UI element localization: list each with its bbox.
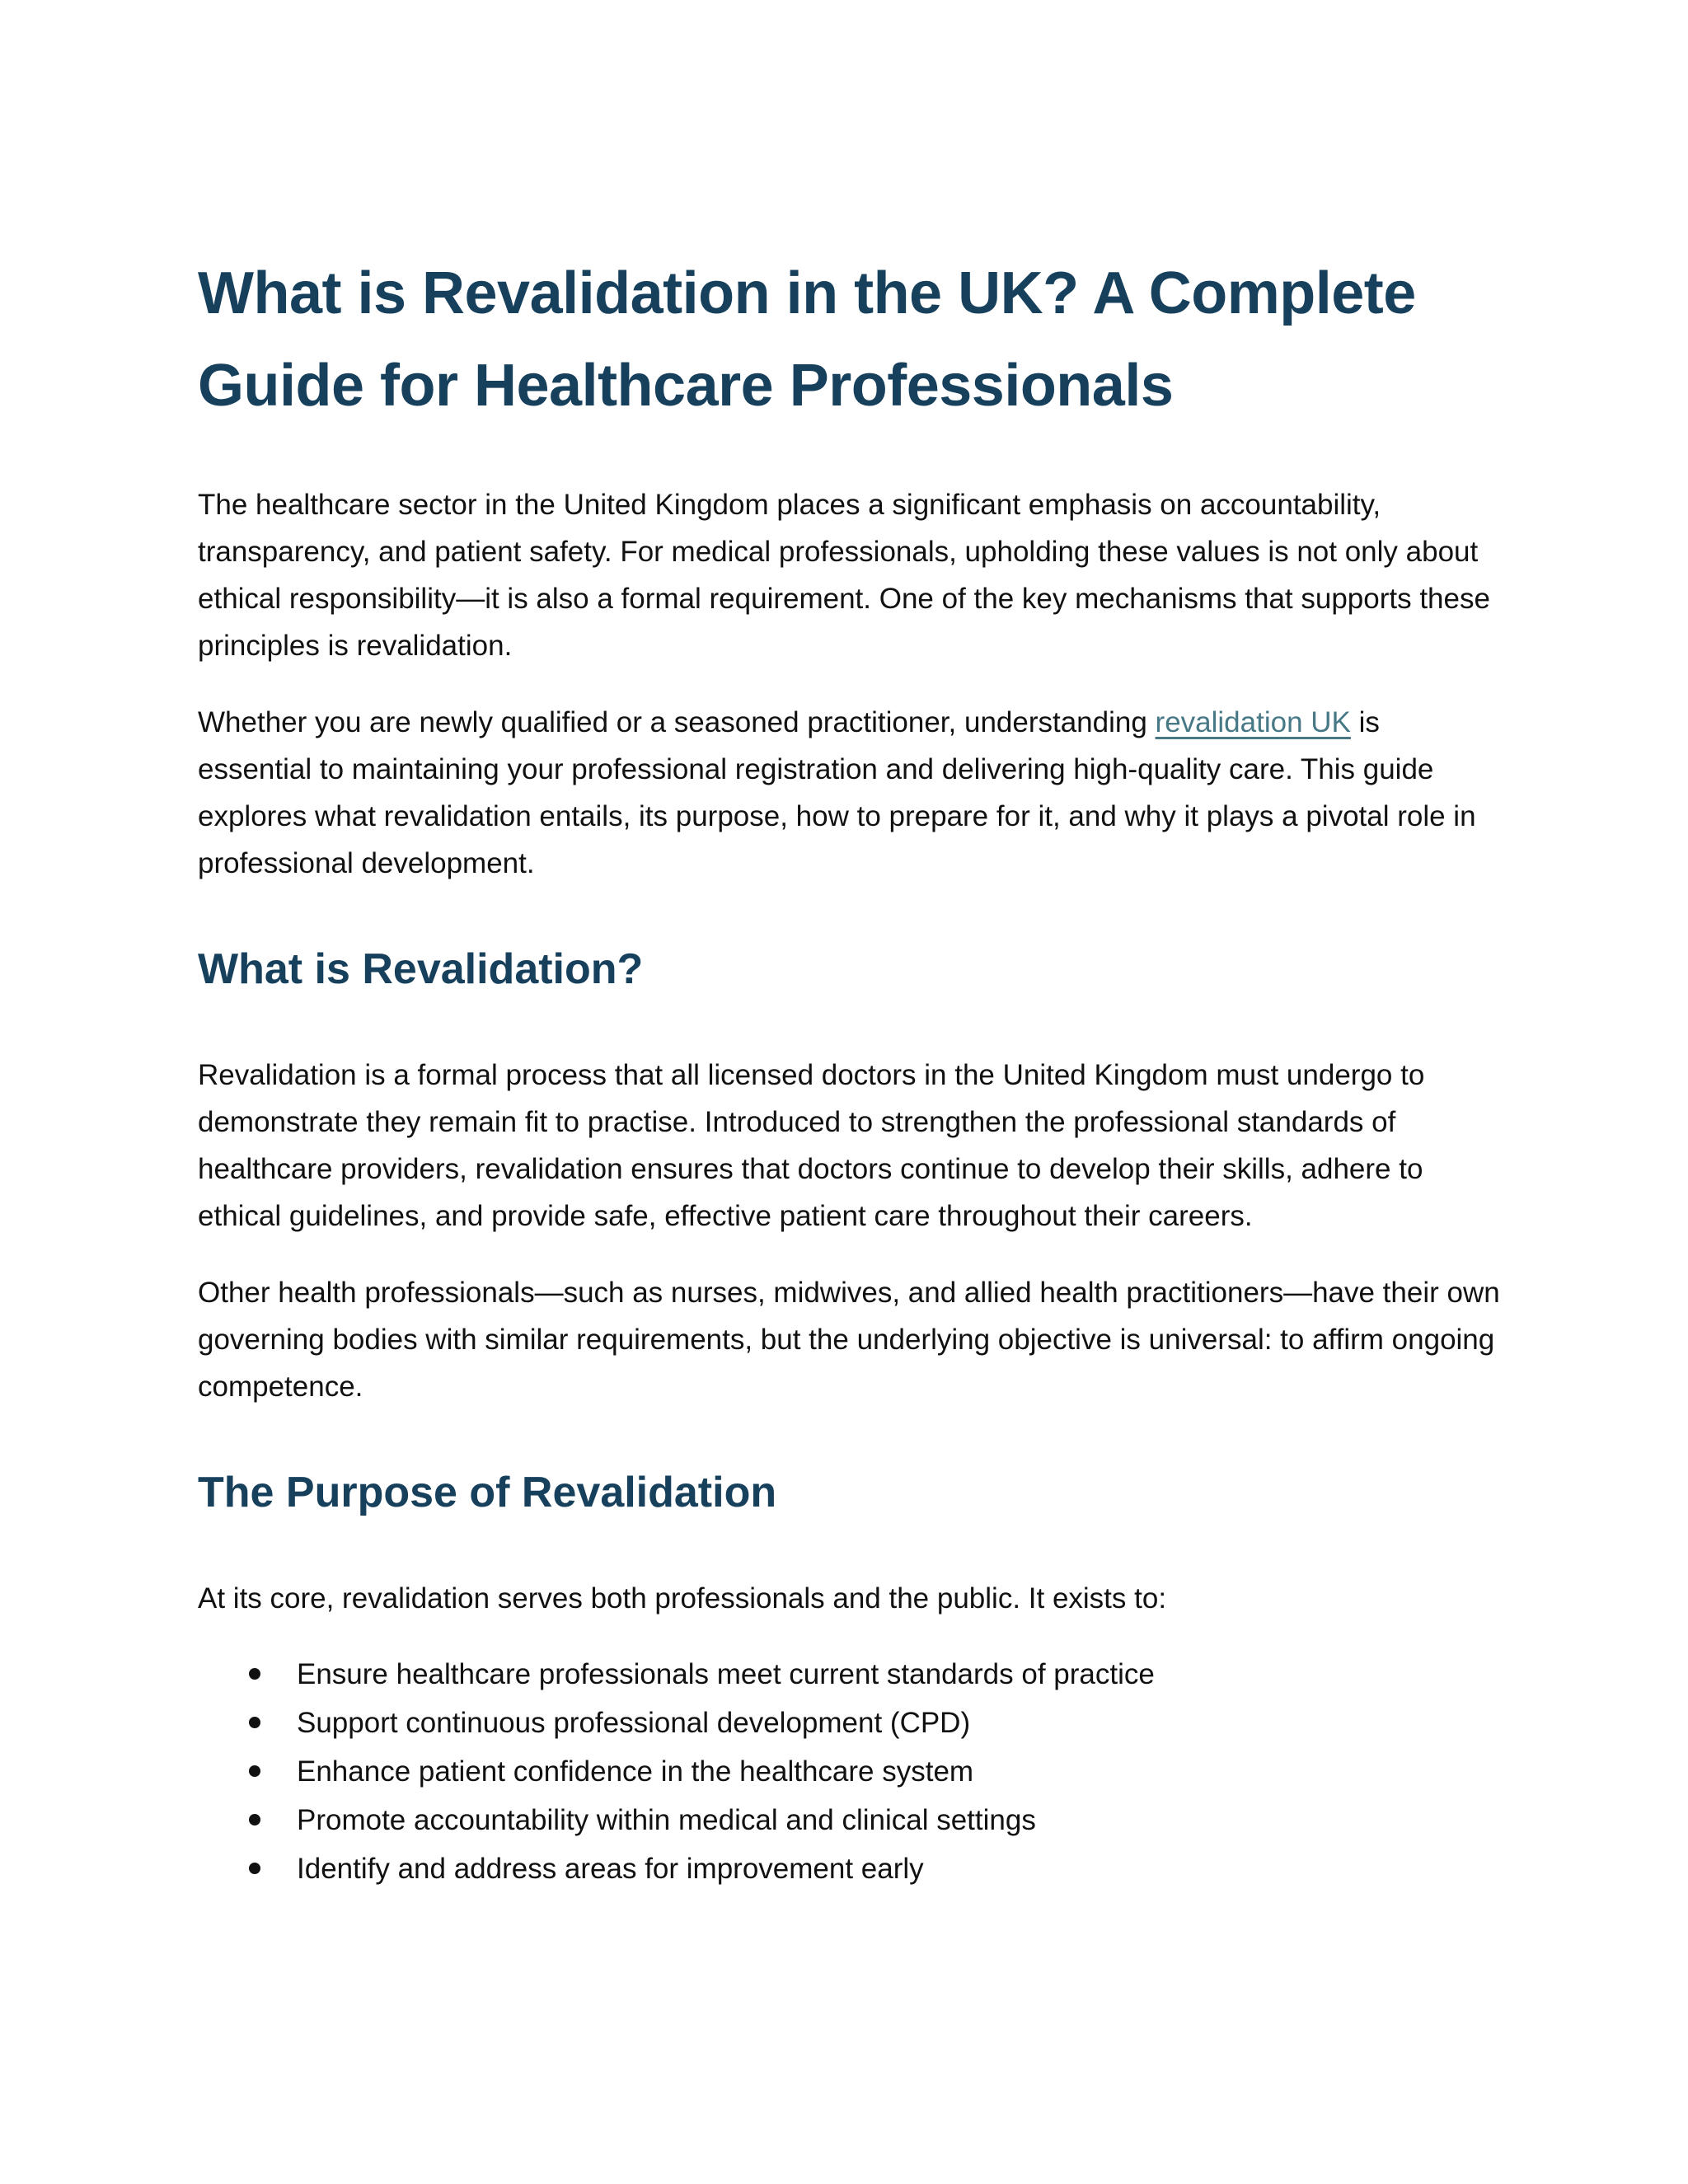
bullet-icon: [249, 1765, 260, 1777]
list-item: [198, 1699, 1500, 1747]
list-item-text: Enhance patient confidence in the healthcare system: [297, 1755, 974, 1788]
document-page: [198, 247, 1500, 1893]
list-item-text: Promote accountability within medical and clinical settings: [297, 1804, 1036, 1836]
bullet-icon: [249, 1668, 260, 1680]
what-paragraph-1: Revalidation is a formal process that all licensed doctors in the United Kingdom must undergo to demonstrate they remain fit to practise. Introduced to strengthen the professional standards of healthcare providers, revalidation ensures that doctors continue to develop their skills, adhere to ethical guidelines, and provide safe, effective patient care throughout their careers.: [198, 1059, 1425, 1232]
intro-paragraph-2-start: Whether you are newly qualified or a seasoned practitioner, understanding: [198, 706, 1156, 738]
list-item-text: Ensure healthcare professionals meet current standards of practice: [297, 1658, 1155, 1690]
revalidation-uk-link[interactable]: revalidation UK: [1155, 706, 1351, 738]
list-item: [198, 1796, 1500, 1844]
list-item: [198, 1747, 1500, 1796]
bullet-icon: [249, 1814, 260, 1825]
bullet-icon: [249, 1717, 260, 1728]
intro-paragraph-1: The healthcare sector in the United Kingdom places a significant emphasis on accountability, transparency, and patient safety. For medical professionals, upholding these values is not only about ethical responsibility—it is also a formal requirement. One of the key mechanisms that supports these principles is revalidation.: [198, 489, 1490, 662]
section-heading-purpose: The Purpose of Revalidation: [198, 1469, 777, 1516]
list-item-text: Support continuous professional development (CPD): [297, 1707, 971, 1739]
document-title: What is Revalidation in the UK? A Complete Guide for Healthcare Professionals: [198, 260, 1416, 419]
list-item: [198, 1844, 1500, 1893]
list-item: [198, 1650, 1500, 1699]
intro-paragraph-2: [198, 699, 1500, 887]
purpose-paragraph: At its core, revalidation serves both professionals and the public. It exists to:: [198, 1582, 1167, 1615]
section-heading-what-is-revalidation: What is Revalidation?: [198, 945, 644, 993]
bullet-icon: [249, 1863, 260, 1874]
list-item-text: Identify and address areas for improvement early: [297, 1853, 924, 1885]
intro-paragraph-2-end: is essential to maintaining your professional registration and delivering high-quality care. This guide explores what revalidation entails, its purpose, how to prepare for it, and why it plays a pivotal role in professional development.: [198, 706, 1476, 879]
purpose-list: [198, 1650, 1500, 1893]
what-paragraph-2: Other health professionals—such as nurses, midwives, and allied health practitioners—have their own governing bodies with similar requirements, but the underlying objective is universal: to affirm ongoing competence.: [198, 1277, 1500, 1403]
